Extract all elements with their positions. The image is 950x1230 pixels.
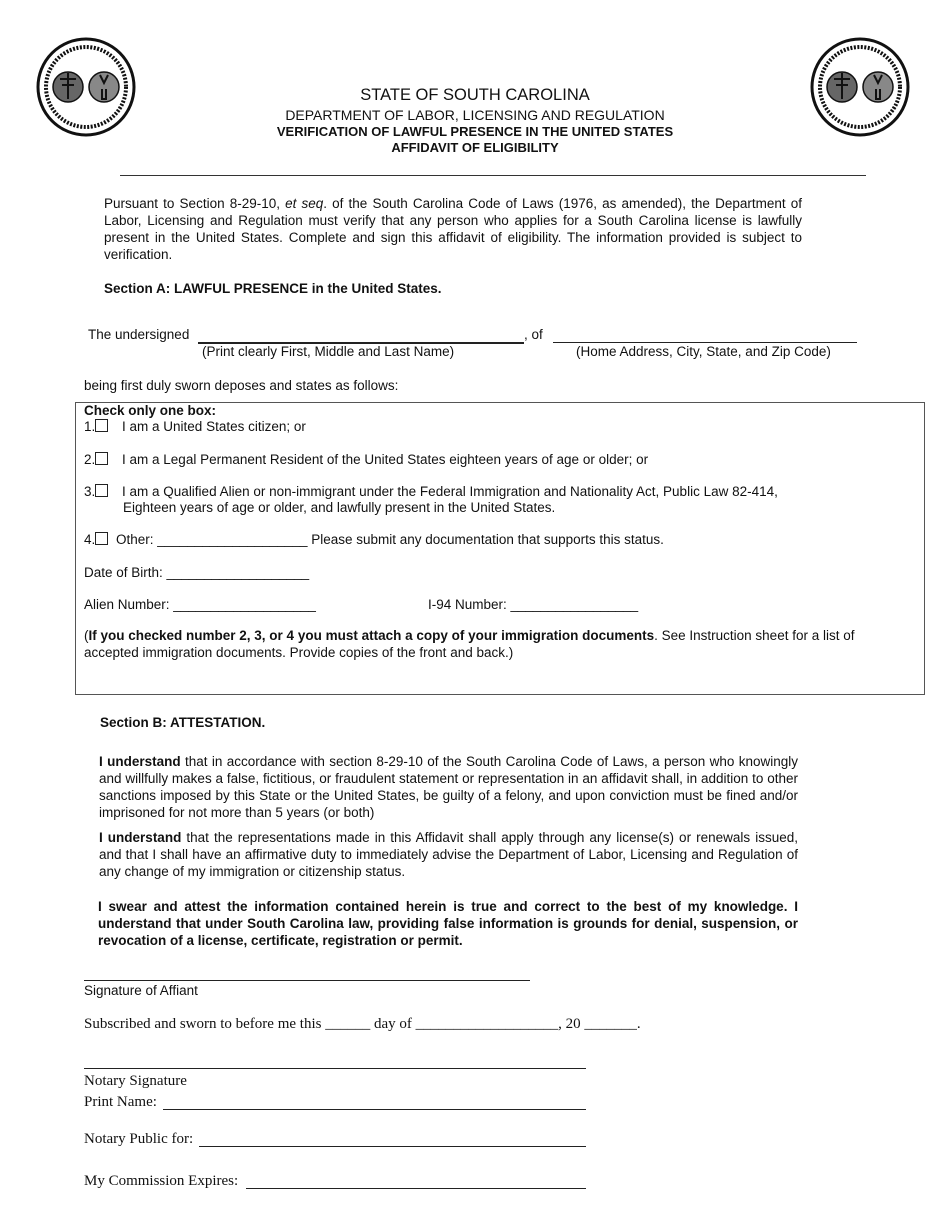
commission-expires-label: My Commission Expires: [84, 1173, 239, 1189]
name-hint: (Print clearly First, Middle and Last Name) [202, 344, 455, 359]
subscribed-line[interactable]: Subscribed and sworn to before me this ______ day of ___________________, 20 _______. [84, 1016, 641, 1032]
notary-public-for-label: Notary Public for: [84, 1131, 194, 1147]
notary-signature-label: Notary Signature [84, 1073, 187, 1089]
understand-paragraph-2: I understand that the representations made in this Affidavit shall apply through any license(s) or renewals issued, and that I shall have an affirmative duty to immediately advise the Department of Labor, Licensing and Regulation of any change of my immigration or citizenship status. [99, 830, 798, 879]
header-affidavit: AFFIDAVIT OF ELIGIBILITY [391, 140, 559, 155]
address-field[interactable] [553, 342, 857, 343]
alien-number-field[interactable]: Alien Number: ___________________ [84, 597, 316, 612]
commission-expires-field[interactable] [246, 1188, 586, 1189]
affiant-signature-label: Signature of Affiant [84, 983, 198, 998]
option-4: 4. Other: ____________________ Please submit any documentation that supports this status. [84, 532, 664, 547]
header-state: STATE OF SOUTH CAROLINA [360, 86, 590, 104]
dob-field[interactable]: Date of Birth: ___________________ [84, 565, 310, 580]
section-b-title: Section B: ATTESTATION. [100, 715, 266, 730]
header-verification: VERIFICATION OF LAWFUL PRESENCE IN THE UNITED STATES [276, 124, 674, 139]
option-1-checkbox[interactable] [95, 419, 108, 432]
undersigned-label: The undersigned [88, 327, 190, 342]
intro-paragraph: Pursuant to Section 8-29-10, et seq. of the South Carolina Code of Laws (1976, as amended), the Department of Labor, Licensing and Regulation must verify that any person who applies for a South Carolina license is lawfully present in the United States. Complete and sign this affidavit of eligibility. The information provided is subject to verification. [104, 196, 802, 262]
option-2-checkbox[interactable] [95, 452, 108, 465]
other-field[interactable]: ____________________ [157, 532, 308, 547]
i94-number-field[interactable]: I-94 Number: _________________ [428, 597, 639, 612]
section-a-title: Section A: LAWFUL PRESENCE in the United States. [104, 281, 442, 296]
notary-signature-field[interactable] [84, 1068, 586, 1069]
option-3: 3. I am a Qualified Alien or non-immigrant under the Federal Immigration and Nationality Act, Public Law 82-414, [84, 484, 778, 499]
header-department: DEPARTMENT OF LABOR, LICENSING AND REGULATION [285, 107, 665, 123]
swear-statement: I swear and attest the information contained herein is true and correct to the best of my knowledge. I understand that under South Carolina law, providing false information is grounds for denial, suspension, or revocation of a license, certificate, registration or permit. [98, 899, 798, 948]
header-divider [120, 175, 866, 176]
option-4-checkbox[interactable] [95, 532, 108, 545]
affiant-signature-field[interactable] [84, 980, 530, 981]
option-1: 1. I am a United States citizen; or [84, 419, 306, 434]
understand-paragraph-1: I understand that in accordance with section 8-29-10 of the South Carolina Code of Laws, a person who knowingly and willfully makes a false, fictitious, or fraudulent statement or representation in an affidavit shall, in addition to other sanctions imposed by this State or the United States, be guilty of a felony, and upon conviction must be fined and/or imprisoned for not more than 5 years (or both) [99, 754, 799, 820]
address-hint: (Home Address, City, State, and Zip Code) [576, 344, 831, 359]
notary-public-for-field[interactable] [199, 1146, 586, 1147]
print-name-field[interactable] [163, 1109, 586, 1110]
option-3-line2: Eighteen years of age or older, and lawfully present in the United States. [123, 500, 556, 515]
option-2: 2. I am a Legal Permanent Resident of the United States eighteen years of age or older; or [84, 452, 649, 467]
sworn-statement: being first duly sworn deposes and states as follows: [84, 378, 399, 393]
check-one-label: Check only one box: [84, 403, 217, 418]
option-3-checkbox[interactable] [95, 484, 108, 497]
immigration-note: (If you checked number 2, 3, or 4 you must attach a copy of your immigration documents. See Instruction sheet for a list of accepted immigration documents. Provide copies of the front and back.) [84, 628, 855, 660]
print-name-label: Print Name: [84, 1094, 157, 1110]
of-label: , of [524, 327, 543, 342]
